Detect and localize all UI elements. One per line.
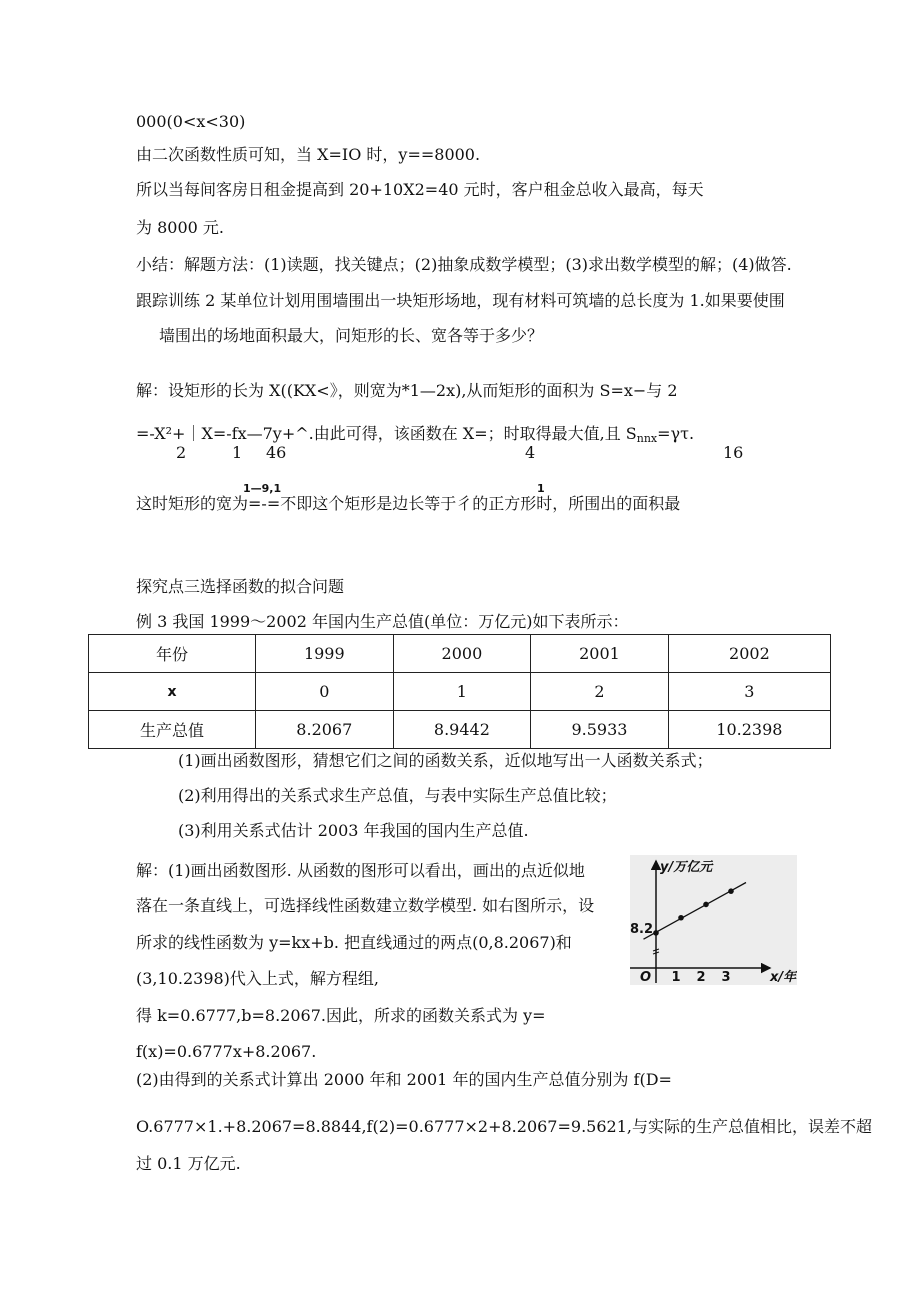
fraction-numerator: 1	[537, 482, 545, 495]
gdp-table	[88, 634, 831, 749]
text-line: 为 8000 元.	[136, 218, 224, 237]
solution-line: (2)由得到的关系式计算出 2000 年和 2001 年的国内生产总值分别为 f(D=	[136, 1070, 672, 1089]
solution-line: O.6777×1.+8.2067=8.8844,f(2)=0.6777×2+8.2067=9.5621,与实际的生产总值相比，误差不超	[136, 1117, 872, 1136]
table-cell: 2002	[668, 635, 830, 673]
table-cell: 2000	[393, 635, 531, 673]
data-point	[678, 915, 684, 921]
x-tick-label: 2	[696, 970, 706, 985]
text-line: 所以当每间客房日租金提高到 20+10X2=40 元时，客户租金总收入最高，每天	[136, 180, 704, 199]
summary-line: 小结：解题方法：(1)读题，找关键点；(2)抽象成数学模型；(3)求出数学模型的解；(4)做答.	[136, 255, 792, 274]
text-line: 墙围出的场地面积最大，问矩形的长、宽各等于多少？	[159, 326, 544, 345]
text-line: 这时矩形的宽为=-=不即这个矩形是边长等于彳的正方形时，所围出的面积最	[136, 494, 681, 513]
text-line: 解：设矩形的长为 X((KX<》，则宽为*1—2x),从而矩形的面积为 S=x−与 2	[136, 381, 678, 400]
table-cell: 2001	[531, 635, 669, 673]
text-line: 000(0<x<30)	[136, 112, 246, 131]
question-line: (2)利用得出的关系式求生产总值，与表中实际生产总值比较；	[178, 786, 617, 805]
table-row	[89, 711, 831, 749]
table-cell: 3	[668, 673, 830, 711]
x-tick-label: 1	[671, 970, 681, 985]
table-cell: 0	[256, 673, 394, 711]
table-cell: 生产总值	[89, 711, 256, 749]
text-line: 由二次函数性质可知，当 X=IO 时，y==8000.	[136, 145, 481, 164]
y-axis-label: y/万亿元	[660, 860, 713, 875]
exercise-title: 跟踪训练 2 某单位计划用围墙围出一块矩形场地，现有材料可筑墙的总长度为 1.如果要使围	[136, 291, 785, 310]
origin-label: O	[640, 970, 652, 985]
formula-part: =-X²+｜X=-fx—7y+^.由此可得，该函数在 X=；时取得最大值,且 S	[136, 424, 637, 443]
formula-subscript: nnx	[636, 432, 658, 445]
example-title: 例 3 我国 1999～2002 年国内生产总值(单位：万亿元)如下表所示：	[136, 612, 629, 631]
solution-line: 所求的线性函数为 y=kx+b. 把直线通过的两点(0,8.2067)和	[136, 933, 572, 952]
table-cell: 10.2398	[668, 711, 830, 749]
table-row	[89, 673, 831, 711]
table-cell: 1	[393, 673, 531, 711]
table-row	[89, 635, 831, 673]
formula-line	[136, 424, 694, 449]
table-cell: x	[89, 673, 256, 711]
data-point	[728, 888, 734, 894]
fraction-denominator: 4	[525, 443, 536, 462]
fraction-denominator: 16	[723, 443, 744, 462]
solution-line: f(x)=0.6777x+8.2067.	[136, 1042, 317, 1061]
fraction-denominator: 2	[176, 443, 187, 462]
table-cell: 8.9442	[393, 711, 531, 749]
table-cell: 年份	[89, 635, 256, 673]
y-tick-label: 8.2	[630, 922, 654, 937]
graph-svg	[630, 855, 797, 985]
solution-line: 得 k=0.6777,b=8.2067.因此，所求的函数关系式为 y=	[136, 1006, 546, 1025]
x-axis-label: x/年	[770, 970, 797, 985]
table-cell: 1999	[256, 635, 394, 673]
fraction-denominator: 1	[232, 443, 243, 462]
table-cell: 2	[531, 673, 669, 711]
data-point	[653, 930, 659, 936]
solution-line: (3,10.2398)代入上式，解方程组,	[136, 969, 380, 988]
section-heading: 探究点三选择函数的拟合问题	[136, 577, 345, 596]
solution-line: 过 0.1 万亿元.	[136, 1154, 241, 1173]
table-cell: 8.2067	[256, 711, 394, 749]
linear-fit-graph	[630, 855, 797, 985]
formula-part: =γτ.	[657, 424, 695, 443]
x-tick-label: 3	[721, 970, 731, 985]
data-point	[703, 902, 709, 908]
solution-line: 解：(1)画出函数图形. 从函数的图形可以看出，画出的点近似地	[136, 861, 585, 880]
solution-line: 落在一条直线上，可选择线性函数建立数学模型. 如右图所示，设	[136, 896, 595, 915]
question-line: (1)画出函数图形，猜想它们之间的函数关系，近似地写出一人函数关系式；	[178, 751, 713, 770]
table-cell: 9.5933	[531, 711, 669, 749]
fraction-denominator: 46	[266, 443, 287, 462]
fraction-numerator: 1—9,1	[243, 482, 282, 495]
question-line: (3)利用关系式估计 2003 年我国的国内生产总值.	[178, 821, 529, 840]
